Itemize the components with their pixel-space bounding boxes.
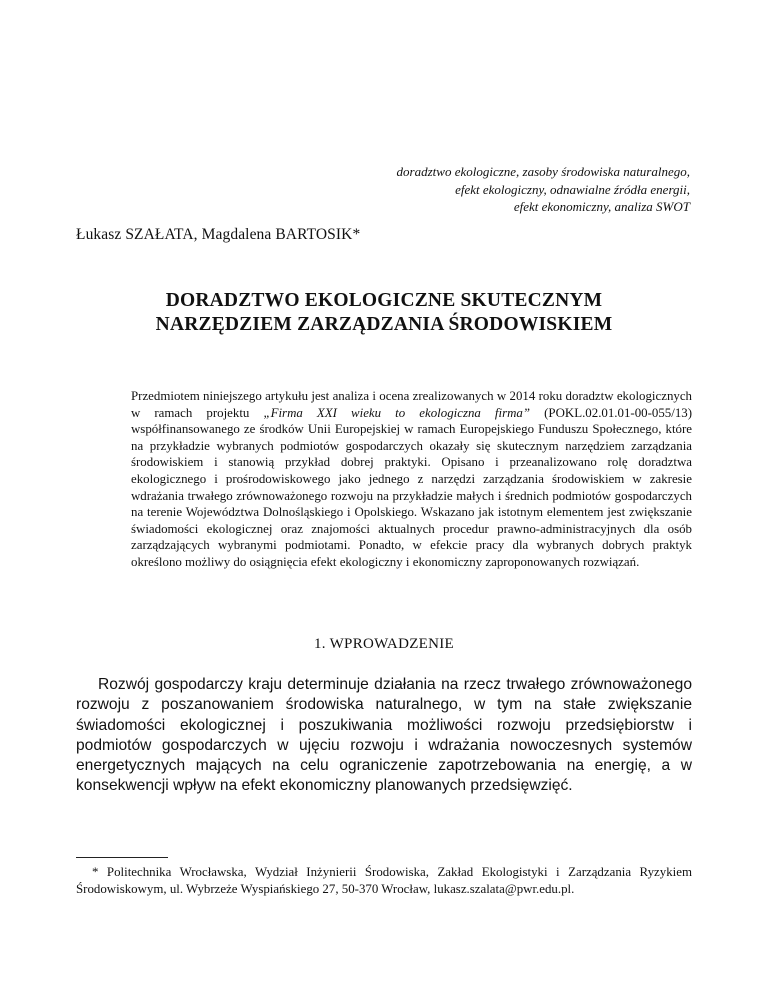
abstract-text-rest: (POKL.02.01.01-00-055/13) współfinansowanego ze środków Unii Europejskiej w ramach Europejskiego Funduszu Społecznego, które na przykładzie wybranych podmiotów gospodarczych okazały się skutecznym narzędziem zarządzania środowiskiem i stanowią przykład dobrej praktyki. Opisano i przeanalizowano rolę doradztwa ekologicznego i prośrodowiskowego jako jednego z narzędzi zarządzania środowiskiem w zakresie wdrażania trwałego zrównoważonego rozwoju na przykładzie małych i średnich podmiotów gospodarczych na terenie Województwa Dolnośląskiego i Opolskiego. Wskazano jak istotnym elementem jest zwiększanie świadomości ekologicznej oraz znajomości aktualnych procedur prawno-administracyjnych dla osób zarządzających wybranymi podmiotami. Ponadto, w efekcie pracy dla wybranych dobrych praktyk określono możliwy do osiągnięcia efekt ekologiczny i ekonomiczny zaproponowanych rozwiązań. <box>131 405 692 569</box>
authors: Łukasz SZAŁATA, Magdalena BARTOSIK* <box>76 226 361 243</box>
keywords-line-2: efekt ekologiczny, odnawialne źródła energii, <box>455 181 690 197</box>
keywords <box>270 163 690 216</box>
section-heading: 1. WPROWADZENIE <box>313 636 455 652</box>
abstract <box>131 388 692 571</box>
footnote-divider <box>76 857 168 858</box>
paper-title-line-1: DORADZTWO EKOLOGICZNE SKUTECZNYM <box>165 290 603 311</box>
paper-title <box>76 289 692 337</box>
paper-title-line-2: NARZĘDZIEM ZARZĄDZANIA ŚRODOWISKIEM <box>155 314 613 335</box>
abstract-project-name: „Firma XXI wieku to ekologiczna firma” <box>263 405 531 420</box>
keywords-line-1: doradztwo ekologiczne, zasoby środowiska naturalnego, <box>396 164 690 179</box>
author-affiliation-footnote: * Politechnika Wrocławska, Wydział Inżynierii Środowiska, Zakład Ekologistyki i Zarządzania Ryzykiem Środowiskowym, ul. Wybrzeże Wyspiańskiego 27, 50-370 Wrocław, lukasz.szalata@pwr.edu.pl. <box>76 865 692 896</box>
intro-paragraph: Rozwój gospodarczy kraju determinuje działania na rzecz trwałego zrównoważonego rozwoju z poszanowaniem środowiska naturalnego, w tym na stałe zwiększanie świadomości ekologicznej i poszukiwania możliwości rozwoju przedsiębiorstw i podmiotów gospodarczych w ujęciu rozwoju i wdrażania nowoczesnych systemów energetycznych mających na celu ograniczenie zapotrzebowania na energię, a w konsekwencji wpływ na efekt ekonomiczny planowanych przedsięwzięć. <box>76 676 692 795</box>
keywords-line-3: efekt ekonomiczny, analiza SWOT <box>513 199 690 214</box>
abstract-text-start: Przedmiotem niniejszego artykułu jest analiza i ocena zrealizowanych w 2014 roku doradztw ekologicznych w ramach projektu <box>131 389 692 420</box>
